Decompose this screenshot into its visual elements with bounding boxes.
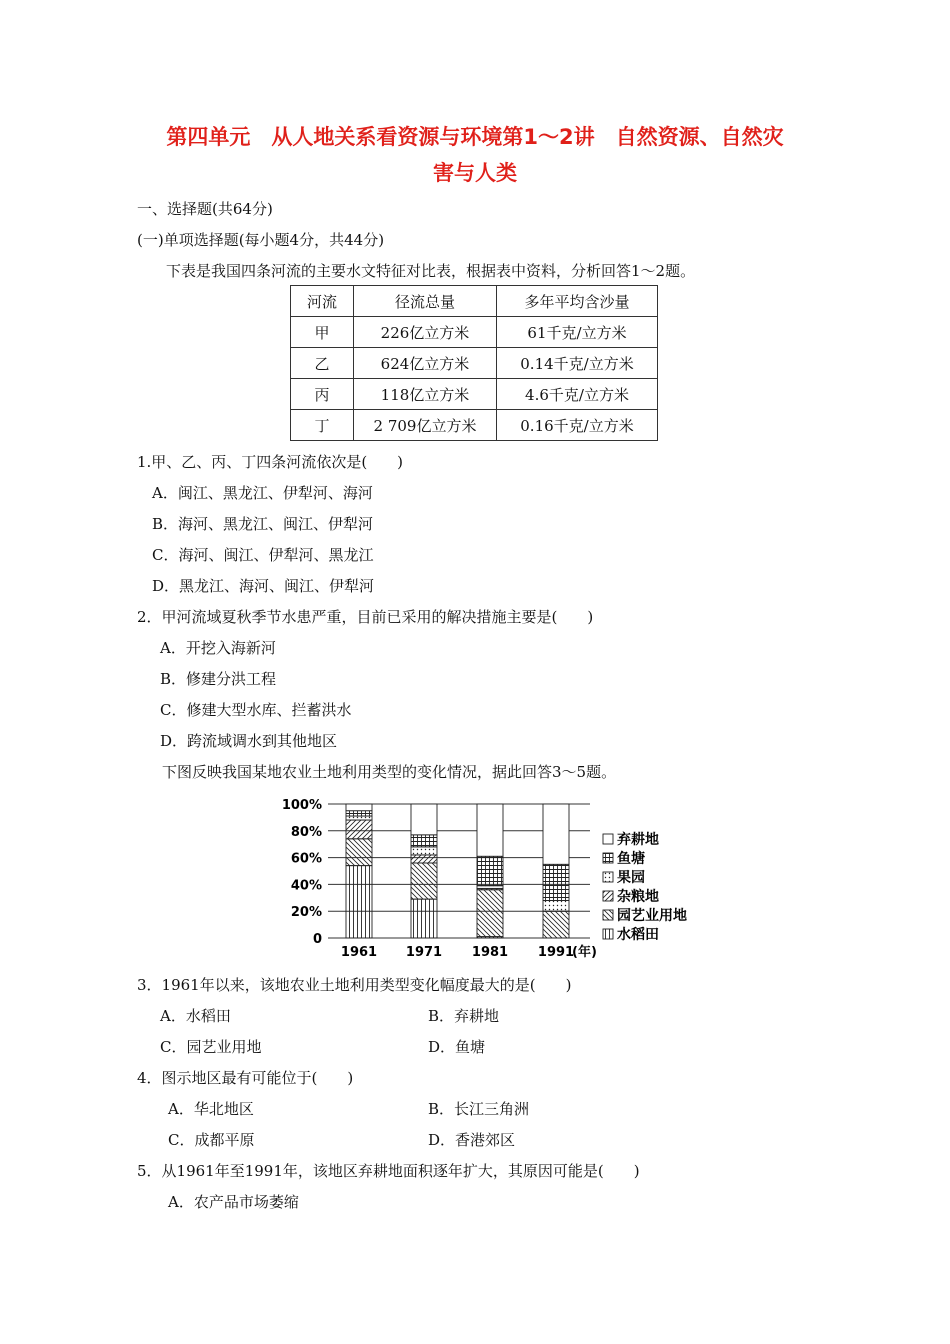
question-5-stem: 5．从1961年至1991年，该地区弃耕地面积逐年扩大，其原因可能是( ) xyxy=(137,1162,640,1180)
legend-label: 杂粮地 xyxy=(617,889,659,905)
legend-label: 鱼塘 xyxy=(617,851,645,867)
question-intro-1: 下表是我国四条河流的主要水文特征对比表，根据表中资料，分析回答1～2题。 xyxy=(166,262,696,280)
question-4-option-a: A．华北地区 xyxy=(168,1100,254,1118)
page-title-line1: 第四单元 从人地关系看资源与环境第1～2讲 自然资源、自然灾 xyxy=(166,125,784,149)
bar-segment xyxy=(346,816,372,820)
legend-label: 弃耕地 xyxy=(617,832,659,848)
question-1-option-a: A．闽江、黑龙江、伊犁河、海河 xyxy=(152,484,373,502)
bar-segment xyxy=(543,911,569,938)
table-cell: 0.14千克/立方米 xyxy=(497,348,658,379)
bar-segment xyxy=(411,835,437,847)
question-3-option-a: A．水稻田 xyxy=(160,1007,231,1025)
table-row xyxy=(291,379,658,410)
page-title-line2: 害与人类 xyxy=(433,161,517,185)
legend-swatch xyxy=(603,834,613,844)
table-cell: 2 709亿立方米 xyxy=(354,410,497,441)
legend-label: 水稻田 xyxy=(617,927,659,943)
legend-swatch xyxy=(603,872,613,882)
legend-swatch xyxy=(603,910,613,920)
table-cell: 61千克/立方米 xyxy=(497,317,658,348)
bar-segment xyxy=(543,864,569,900)
question-5-option-a: A．农产品市场萎缩 xyxy=(168,1193,299,1211)
hydrology-table xyxy=(290,285,658,441)
question-1-stem: 1.甲、乙、丙、丁四条河流依次是( ) xyxy=(137,453,404,471)
bar-segment xyxy=(477,856,503,885)
question-2-option-a: A．开挖入海新河 xyxy=(160,639,276,657)
table-cell: 甲 xyxy=(291,317,354,348)
bar-segment xyxy=(346,811,372,816)
bar-segment xyxy=(477,804,503,856)
table-header-row xyxy=(291,286,658,317)
section-heading: 一、选择题(共64分) xyxy=(137,200,273,218)
table-cell: 118亿立方米 xyxy=(354,379,497,410)
question-1-option-d: D．黑龙江、海河、闽江、伊犁河 xyxy=(152,577,375,595)
table-cell: 226亿立方米 xyxy=(354,317,497,348)
table-header-cell: 河流 xyxy=(291,286,354,317)
legend-swatch xyxy=(603,929,613,939)
question-1-option-b: B．海河、黑龙江、闽江、伊犁河 xyxy=(152,515,374,533)
x-tick-label: 1961 xyxy=(340,945,378,960)
table-cell: 乙 xyxy=(291,348,354,379)
y-tick-label: 20% xyxy=(290,905,322,921)
bar-segment xyxy=(411,804,437,835)
y-tick-label: 100% xyxy=(281,798,322,813)
legend-label: 果园 xyxy=(617,870,645,886)
x-tick-label: 1981 xyxy=(471,945,509,960)
question-3-option-d: D．鱼塘 xyxy=(428,1038,486,1056)
bar-segment xyxy=(346,866,372,938)
x-tick-label: 1991 xyxy=(537,945,575,960)
question-2-option-c: C．修建大型水库、拦蓄洪水 xyxy=(160,701,352,719)
y-tick-label: 60% xyxy=(290,851,322,867)
bar-segment xyxy=(411,847,437,855)
bar-segment xyxy=(411,855,437,863)
table-header-cell: 多年平均含沙量 xyxy=(497,286,658,317)
bar-segment xyxy=(411,863,437,899)
section-subheading: (一)单项选择题(每小题4分，共44分) xyxy=(137,231,385,249)
bar-segment xyxy=(411,899,437,938)
question-1-option-c: C．海河、闽江、伊犁河、黑龙江 xyxy=(152,546,374,564)
question-3-option-b: B．弃耕地 xyxy=(428,1007,500,1025)
table-cell: 丙 xyxy=(291,379,354,410)
table-cell: 624亿立方米 xyxy=(354,348,497,379)
bar-segment xyxy=(346,839,372,866)
table-row xyxy=(291,348,658,379)
bar-segment xyxy=(477,890,503,937)
land-use-chart xyxy=(280,796,720,966)
legend-swatch xyxy=(603,853,613,863)
y-tick-label: 0 xyxy=(312,932,322,947)
legend-swatch xyxy=(603,891,613,901)
question-intro-2: 下图反映我国某地农业土地利用类型的变化情况，据此回答3～5题。 xyxy=(162,763,617,781)
legend-label: 园艺业用地 xyxy=(617,908,687,924)
bar-segment xyxy=(346,820,372,839)
question-4-option-d: D．香港郊区 xyxy=(428,1131,516,1149)
question-4-option-b: B．长江三角洲 xyxy=(428,1100,530,1118)
x-tick-label: 1971 xyxy=(405,945,443,960)
question-2-stem: 2．甲河流域夏秋季节水患严重，目前已采用的解决措施主要是( ) xyxy=(137,608,594,626)
bar-segment xyxy=(543,804,569,864)
x-axis-unit: (年) xyxy=(572,945,597,960)
bar-segment xyxy=(543,900,569,911)
question-2-option-b: B．修建分洪工程 xyxy=(160,670,277,688)
bar-segment xyxy=(346,804,372,811)
table-cell: 0.16千克/立方米 xyxy=(497,410,658,441)
question-4-option-c: C．成都平原 xyxy=(168,1131,255,1149)
table-row xyxy=(291,317,658,348)
question-4-stem: 4．图示地区最有可能位于( ) xyxy=(137,1069,354,1087)
y-tick-label: 40% xyxy=(290,878,322,894)
table-row xyxy=(291,410,658,441)
question-2-option-d: D．跨流域调水到其他地区 xyxy=(160,732,338,750)
table-cell: 丁 xyxy=(291,410,354,441)
question-3-option-c: C．园艺业用地 xyxy=(160,1038,262,1056)
y-tick-label: 80% xyxy=(290,824,322,840)
table-cell: 4.6千克/立方米 xyxy=(497,379,658,410)
table-header-cell: 径流总量 xyxy=(354,286,497,317)
question-3-stem: 3．1961年以来，该地农业土地利用类型变化幅度最大的是( ) xyxy=(137,976,572,994)
